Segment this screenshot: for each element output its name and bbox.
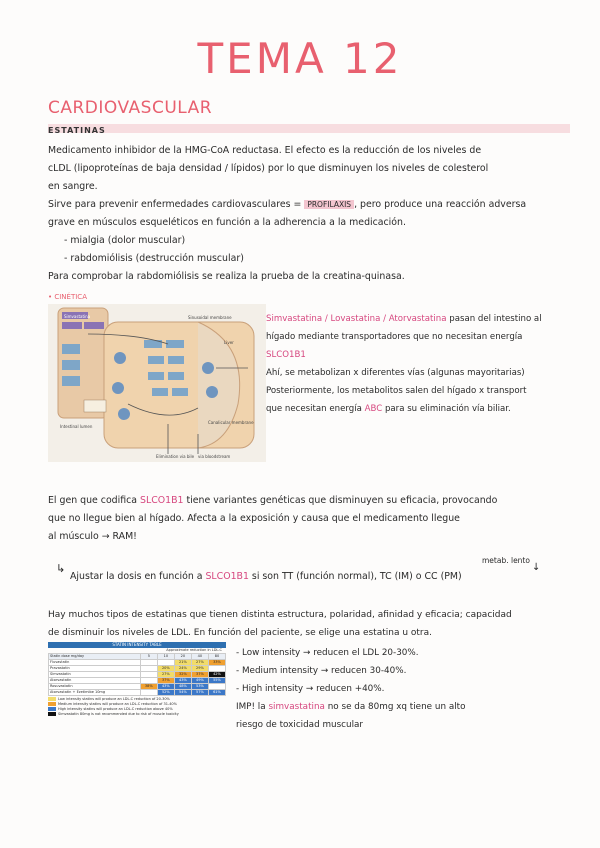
- table-cell: 42%: [208, 672, 225, 678]
- table-cell: 48%: [174, 684, 191, 690]
- table-cell: 55%: [208, 678, 225, 684]
- legend-text: Low intensity statins will produce an LDL-C reduction of 20-30%: [58, 697, 170, 701]
- text-span: Sirve para prevenir enfermedades cardiovasculares =: [48, 199, 305, 210]
- gene-name: SLCO1B1: [266, 350, 306, 360]
- svg-text:Simvastatina: Simvastatina: [64, 314, 91, 319]
- table-cell: 32%: [174, 672, 191, 678]
- table-header-cell: Statin dose mg/day: [49, 654, 141, 660]
- cinetica-label: • CINÉTICA: [48, 293, 87, 301]
- table-cell: 37%: [157, 678, 174, 684]
- table-cell: 52%: [157, 690, 174, 696]
- table-cell: 24%: [174, 666, 191, 672]
- table-cell: 43%: [157, 684, 174, 690]
- table-cell: 38%: [140, 684, 157, 690]
- legend-text: Medium intensity statins will produce an LDL-C reduction of 31-40%: [58, 702, 177, 706]
- subsection-heading: ESTATINAS: [48, 126, 106, 135]
- table-header-cell: 20: [174, 654, 191, 660]
- text-line: Posteriormente, los metabolitos salen del hígado x transport: [266, 386, 527, 396]
- text-span: El gen que codifica: [48, 495, 141, 506]
- text-line: [48, 196, 572, 214]
- diagram-box: [62, 322, 82, 329]
- table-cell: 54%: [174, 690, 191, 696]
- table-header-cell: 10: [157, 654, 174, 660]
- gene-paragraph: [48, 492, 572, 546]
- text-line: Ahí, se metabolizan x diferentes vías (algunas mayoritarias): [266, 368, 525, 378]
- return-arrow-icon: ↳: [56, 562, 66, 575]
- adjust-line: [70, 568, 462, 586]
- text-line: hígado mediante transportadores que no necesitan energía: [266, 332, 523, 342]
- text-line: Para comprobar la rabdomiólisis se realiza la prueba de la creatina-quinasa.: [48, 271, 405, 282]
- highlight-profilaxis: PROFILAXIS: [304, 200, 354, 209]
- text-line: al músculo → RAM!: [48, 531, 137, 542]
- diagram-box: [62, 344, 80, 354]
- table-cell: 37%: [191, 672, 208, 678]
- table-cell: 21%: [174, 660, 191, 666]
- cinetica-paragraph: [266, 310, 576, 418]
- intensity-item: - Medium intensity → reducen 30-40%.: [236, 666, 407, 676]
- svg-text:Intestinal lumen: Intestinal lumen: [60, 424, 93, 429]
- table-cell: 20%: [157, 666, 174, 672]
- legend-swatch: [48, 697, 56, 701]
- diagram-box: [62, 376, 80, 386]
- text-span: Ajustar la dosis en función a: [70, 571, 206, 582]
- table-cell: 49%: [191, 678, 208, 684]
- table-cell: 27%: [157, 672, 174, 678]
- text-span: , pero produce una reacción adversa: [354, 199, 527, 210]
- table-cell: [140, 690, 157, 696]
- table-row: [49, 690, 226, 696]
- text-line: grave en músculos esqueléticos en función a la adherencia a la medicación.: [48, 217, 406, 228]
- metab-note: metab. lento: [482, 556, 530, 565]
- table-cell: Atorvastatin: [49, 678, 141, 684]
- svg-text:via bloodstream: via bloodstream: [198, 454, 231, 459]
- svg-text:Sinusoidal membrane: Sinusoidal membrane: [188, 315, 232, 320]
- table-cell: 61%: [208, 690, 225, 696]
- table-legend: [48, 697, 226, 717]
- table-cell: Pravastatin: [49, 666, 141, 672]
- table: [48, 653, 226, 696]
- text-span: si son TT (función normal), TC (IM) o CC (PM): [248, 571, 462, 582]
- table-header-cell: 40: [191, 654, 208, 660]
- table-cell: Simvastatin: [49, 672, 141, 678]
- table-cell: 27%: [191, 660, 208, 666]
- diagram-box: [62, 360, 80, 370]
- text-span: no se da 80mg xq tiene un alto: [324, 702, 466, 712]
- intro-paragraph: [48, 142, 572, 286]
- abc-transporter: ABC: [364, 404, 383, 414]
- statin-intensity-table: [48, 642, 226, 718]
- table-header-cell: 5: [140, 654, 157, 660]
- gene-name: SLCO1B1: [205, 571, 249, 582]
- text-line: [266, 310, 576, 328]
- table-header-cell: 80: [208, 654, 225, 660]
- diagram-box: [84, 322, 104, 329]
- svg-text:Elimination via bile: Elimination via bile: [156, 454, 195, 459]
- text-line: Hay muchos tipos de estatinas que tienen distinta estructura, polaridad, afinidad y eficacia; capacidad: [48, 610, 512, 620]
- heading-highlight: [48, 124, 570, 133]
- pharmacokinetics-diagram: [48, 304, 266, 462]
- text-span: para su eliminación vía biliar.: [382, 404, 511, 414]
- table-cell: 53%: [191, 684, 208, 690]
- legend-swatch: [48, 702, 56, 706]
- intensity-item: - Low intensity → reducen el LDL 20-30%.: [236, 648, 419, 658]
- legend-item: [48, 712, 226, 717]
- table-title: STATIN INTENSITY TABLE: [48, 642, 226, 648]
- svg-text:Liver: Liver: [224, 340, 234, 345]
- text-line: en sangre.: [48, 181, 98, 192]
- legend-swatch: [48, 712, 56, 716]
- text-span: que necesitan energía: [266, 404, 365, 414]
- statin-names: Simvastatina / Lovastatina / Atorvastatina: [266, 314, 447, 324]
- svg-text:Canalicular membrane: Canalicular membrane: [208, 420, 254, 425]
- table-cell: 33%: [208, 660, 225, 666]
- text-line: Medicamento inhibidor de la HMG-CoA reductasa. El efecto es la reducción de los niveles de: [48, 145, 482, 156]
- arrow-icon: ↓: [532, 562, 541, 573]
- text-line: cLDL (lipoproteínas de baja densidad / lípidos) por lo que disminuyen los niveles de colesterol: [48, 163, 489, 174]
- intensity-list: [236, 644, 576, 734]
- text-span: tiene variantes genéticas que disminuyen su eficacia, provocando: [183, 495, 498, 506]
- text-line: que no llegue bien al hígado. Afecta a la exposición y causa que el medicamento llegue: [48, 513, 460, 524]
- section-heading: CARDIOVASCULAR: [48, 98, 213, 118]
- text-line: [48, 492, 572, 510]
- types-paragraph: [48, 606, 572, 642]
- bullet-item: - rabdomiólisis (destrucción muscular): [64, 253, 244, 264]
- table-cell: 57%: [191, 690, 208, 696]
- text-span: IMP! la: [236, 702, 269, 712]
- legend-text: High intensity statins will produce an LDL-C reduction above 40%: [58, 707, 173, 711]
- legend-text: Simvastatin 80mg is not recommended due to risk of muscle toxicity: [58, 712, 179, 716]
- text-line: riesgo de toxicidad muscular: [236, 720, 364, 730]
- text-line: de disminuir los niveles de LDL. En función del paciente, se elige una estatina u otra.: [48, 628, 432, 638]
- bullet-item: - mialgia (dolor muscular): [64, 235, 186, 246]
- intensity-item: - High intensity → reducen +40%.: [236, 684, 385, 694]
- table-subtitle: Approximate reduction in LDL-C: [166, 648, 222, 652]
- table-cell: Rosuvastatin: [49, 684, 141, 690]
- text-line: [266, 400, 576, 418]
- table-cell: Atorvastatin + Ezetimibe 10mg: [49, 690, 141, 696]
- gene-name: SLCO1B1: [140, 495, 184, 506]
- drug-name: simvastatina: [268, 702, 325, 712]
- imp-note: [236, 698, 576, 716]
- table-cell: Fluvastatin: [49, 660, 141, 666]
- legend-swatch: [48, 707, 56, 711]
- text-span: pasan del intestino al: [446, 314, 542, 324]
- transporter-icon: [114, 352, 126, 364]
- page-title: TEMA 12: [197, 34, 403, 83]
- transporter-icon: [112, 382, 124, 394]
- table-cell: 43%: [174, 678, 191, 684]
- table-cell: 29%: [191, 666, 208, 672]
- transporter-icon: [118, 408, 130, 420]
